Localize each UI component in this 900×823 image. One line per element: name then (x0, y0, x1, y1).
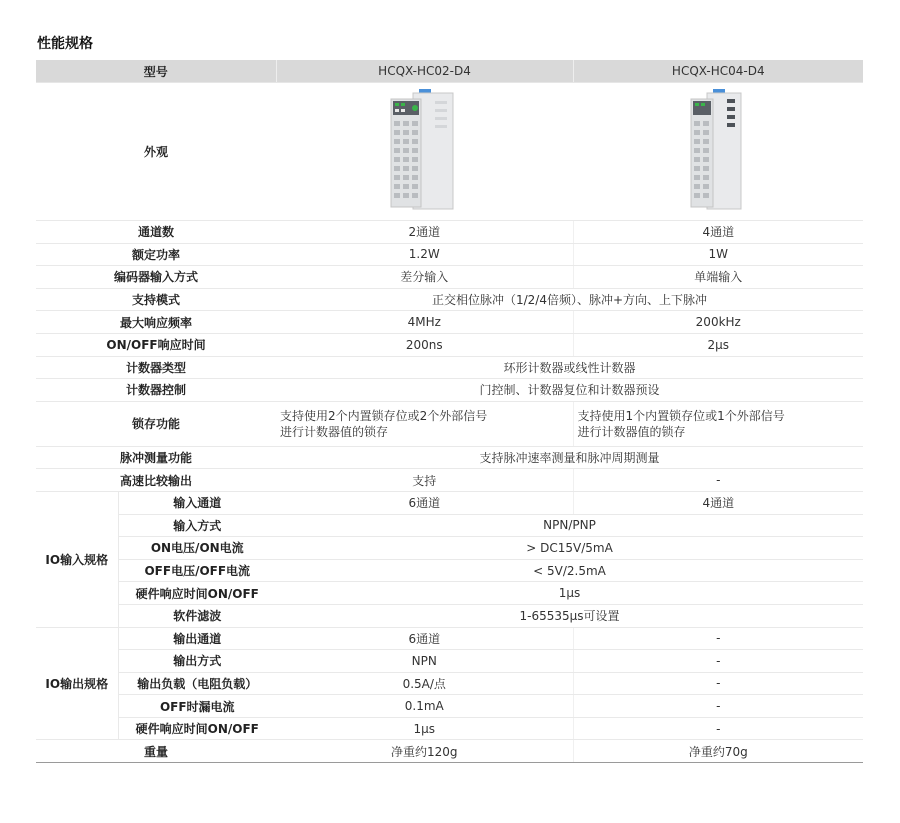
row-label: 软件滤波 (118, 604, 276, 627)
row-label: 脉冲测量功能 (36, 446, 276, 469)
latch-line: 进行计数器值的锁存 (577, 424, 686, 439)
table-row (36, 559, 863, 582)
cell-value: 6通道 (276, 491, 573, 514)
model-1-header: HCQX-HC02-D4 (276, 60, 573, 83)
appearance-label: 外观 (36, 83, 276, 221)
module-1-image (276, 83, 573, 221)
table-row (36, 401, 863, 446)
cell-value: 0.5A/点 (276, 672, 573, 695)
group-label-io-input: IO输入规格 (36, 491, 118, 627)
table-row (36, 650, 863, 673)
table-row (36, 311, 863, 334)
row-label: 计数器类型 (36, 356, 276, 379)
table-row (36, 717, 863, 740)
cell-value: 6通道 (276, 627, 573, 650)
table-header-row (36, 60, 863, 83)
cell-value: 单端输入 (573, 266, 863, 289)
row-label: 硬件响应时间ON/OFF (118, 582, 276, 605)
row-label: 最大响应频率 (36, 311, 276, 334)
row-label: 编码器输入方式 (36, 266, 276, 289)
table-row (36, 288, 863, 311)
table-row (36, 83, 863, 221)
cell-value: 净重约70g (573, 740, 863, 763)
row-label: 支持模式 (36, 288, 276, 311)
cell-value: > DC15V/5mA (276, 537, 863, 560)
table-row (36, 695, 863, 718)
cell-value: 支持 (276, 469, 573, 492)
latch-line: 支持使用2个内置锁存位或2个外部信号 (280, 408, 488, 423)
row-label: 硬件响应时间ON/OFF (118, 717, 276, 740)
row-label: 重量 (36, 740, 276, 763)
module-2-image (573, 83, 863, 221)
cell-value: 4通道 (573, 491, 863, 514)
row-label: ON电压/ON电流 (118, 537, 276, 560)
header-label: 型号 (36, 60, 276, 83)
cell-value: 正交相位脉冲（1/2/4倍频）、脉冲+方向、上下脉冲 (276, 288, 863, 311)
cell-value: 1-65535μs可设置 (276, 604, 863, 627)
cell-value: 净重约120g (276, 740, 573, 763)
cell-value: 门控制、计数器复位和计数器预设 (276, 379, 863, 402)
cell-value: 200kHz (573, 311, 863, 334)
table-row (36, 469, 863, 492)
cell-value: - (573, 672, 863, 695)
cell-value: 1.2W (276, 243, 573, 266)
spec-table (36, 60, 863, 763)
table-row (36, 491, 863, 514)
io-module-image (683, 89, 753, 211)
latch-line: 支持使用1个内置锁存位或1个外部信号 (577, 408, 785, 423)
io-module-image (385, 89, 465, 211)
cell-value: - (573, 627, 863, 650)
row-label: 锁存功能 (36, 401, 276, 446)
table-row (36, 514, 863, 537)
cell-value: 4MHz (276, 311, 573, 334)
cell-value: 2通道 (276, 221, 573, 244)
cell-value: < 5V/2.5mA (276, 559, 863, 582)
cell-value (573, 401, 863, 446)
table-row (36, 356, 863, 379)
row-label: 高速比较输出 (36, 469, 276, 492)
cell-value: 1W (573, 243, 863, 266)
cell-value: 支持脉冲速率测量和脉冲周期测量 (276, 446, 863, 469)
cell-value: 环形计数器或线性计数器 (276, 356, 863, 379)
cell-value: 4通道 (573, 221, 863, 244)
cell-value: 2μs (573, 333, 863, 356)
model-2-header: HCQX-HC04-D4 (573, 60, 863, 83)
cell-value: 1μs (276, 717, 573, 740)
table-row (36, 221, 863, 244)
table-row (36, 672, 863, 695)
row-label: ON/OFF响应时间 (36, 333, 276, 356)
table-row (36, 243, 863, 266)
table-row (36, 740, 863, 763)
cell-value: 0.1mA (276, 695, 573, 718)
group-label-io-output: IO输出规格 (36, 627, 118, 740)
cell-value (276, 401, 573, 446)
cell-value: - (573, 695, 863, 718)
row-label: 输入通道 (118, 491, 276, 514)
cell-value: NPN/PNP (276, 514, 863, 537)
row-label: OFF电压/OFF电流 (118, 559, 276, 582)
cell-value: - (573, 717, 863, 740)
table-row (36, 446, 863, 469)
cell-value: 差分输入 (276, 266, 573, 289)
table-row (36, 537, 863, 560)
row-label: 输出通道 (118, 627, 276, 650)
row-label: 通道数 (36, 221, 276, 244)
latch-line: 进行计数器值的锁存 (280, 424, 389, 439)
cell-value: - (573, 650, 863, 673)
cell-value: 1μs (276, 582, 863, 605)
row-label: 计数器控制 (36, 379, 276, 402)
row-label: 输入方式 (118, 514, 276, 537)
row-label: 输出方式 (118, 650, 276, 673)
page-title: 性能规格 (37, 36, 93, 52)
table-row (36, 582, 863, 605)
table-row (36, 627, 863, 650)
row-label: OFF时漏电流 (118, 695, 276, 718)
cell-value: NPN (276, 650, 573, 673)
table-row (36, 379, 863, 402)
table-row (36, 266, 863, 289)
row-label: 额定功率 (36, 243, 276, 266)
table-row (36, 604, 863, 627)
table-row (36, 333, 863, 356)
cell-value: 200ns (276, 333, 573, 356)
cell-value: - (573, 469, 863, 492)
row-label: 输出负载（电阻负载） (118, 672, 276, 695)
